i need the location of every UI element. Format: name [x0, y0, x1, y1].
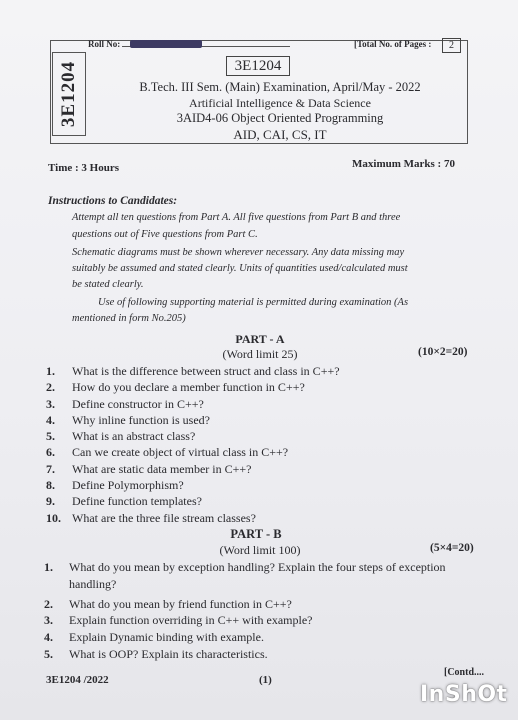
question-number: 1. — [44, 560, 53, 574]
question-number: 5. — [44, 647, 53, 661]
question-text: Explain Dynamic binding with example. — [69, 630, 264, 644]
part-a-title: PART - A — [235, 332, 285, 346]
instruction-line: Schematic diagrams must be shown wherever necessary. Any data missing may — [72, 247, 405, 258]
part-b-word-limit: (Word limit 100) — [219, 543, 301, 557]
inshot-watermark-logo: InShOt — [420, 682, 508, 707]
question-text: What is OOP? Explain its characteristics. — [69, 647, 268, 661]
question-number: 6. — [46, 445, 55, 459]
subject-line: 3AID4-06 Object Oriented Programming — [176, 111, 384, 125]
part-a-marks: (10×2=20) — [418, 346, 468, 358]
part-b-marks: (5×4=20) — [430, 542, 474, 554]
question-text: How do you declare a member function in C++? — [72, 380, 305, 394]
roll-no-label: Roll No: — [88, 39, 121, 49]
question-text: Define Polymorphism? — [72, 478, 184, 492]
time-label: Time : 3 Hours — [48, 162, 119, 174]
question-number: 7. — [46, 462, 55, 476]
instruction-line: be stated clearly. — [72, 279, 144, 290]
paper-code: 3E1204 — [226, 56, 290, 76]
question-text: Define constructor in C++? — [72, 397, 204, 411]
total-pages-value: 2 — [442, 38, 461, 53]
max-marks-label: Maximum Marks : 70 — [352, 158, 455, 170]
question-number: 3. — [46, 397, 55, 411]
side-paper-code-box — [52, 52, 86, 136]
question-text: Can we create object of virtual class in C++? — [72, 445, 289, 459]
question-text: What is an abstract class? — [72, 429, 196, 443]
exam-line: B.Tech. III Sem. (Main) Examination, April/May - 2022 — [139, 80, 421, 94]
part-a-word-limit: (Word limit 25) — [222, 347, 298, 361]
question-text-continuation: handling? — [69, 577, 117, 591]
question-text: Define function templates? — [72, 494, 202, 508]
roll-no-redaction — [130, 40, 202, 48]
question-text: Why inline function is used? — [72, 413, 210, 427]
part-b-title: PART - B — [230, 527, 282, 541]
question-number: 2. — [46, 380, 55, 394]
total-pages-label: [Total No. of Pages : — [354, 39, 432, 49]
instruction-line: questions out of Five questions from Part C. — [72, 229, 258, 240]
question-text: What is the difference between struct and class in C++? — [72, 364, 340, 378]
question-text: Explain function overriding in C++ with example? — [69, 613, 313, 627]
question-text: What are the three file stream classes? — [72, 511, 256, 525]
question-number: 10. — [46, 511, 61, 525]
instruction-line: Use of following supporting material is permitted during examination (As — [98, 297, 409, 308]
question-number: 4. — [46, 413, 55, 427]
streams-line: AID, CAI, CS, IT — [233, 127, 327, 142]
instruction-line: mentioned in form No.205) — [72, 313, 186, 324]
instruction-line: suitably be assumed and stated clearly. Units of quantities used/calculated must — [72, 263, 408, 274]
footer-contd: [Contd.... — [444, 667, 485, 678]
question-number: 2. — [44, 597, 53, 611]
side-paper-code: 3E1204 — [58, 60, 79, 128]
question-number: 1. — [46, 364, 55, 378]
question-number: 8. — [46, 478, 55, 492]
question-number: 4. — [44, 630, 53, 644]
question-text: What are static data member in C++? — [72, 462, 252, 476]
footer-code: 3E1204 /2022 — [46, 674, 109, 686]
question-number: 3. — [44, 613, 53, 627]
question-text: What do you mean by exception handling? Explain the four steps of exception — [69, 560, 446, 574]
footer-page-number: (1) — [259, 674, 272, 686]
branch-line: Artificial Intelligence & Data Science — [189, 96, 371, 110]
question-number: 5. — [46, 429, 55, 443]
question-number: 9. — [46, 494, 55, 508]
instructions-heading: Instructions to Candidates: — [48, 195, 178, 207]
question-text: What do you mean by friend function in C++? — [69, 597, 292, 611]
instruction-line: Attempt all ten questions from Part A. All five questions from Part B and three — [72, 212, 401, 223]
